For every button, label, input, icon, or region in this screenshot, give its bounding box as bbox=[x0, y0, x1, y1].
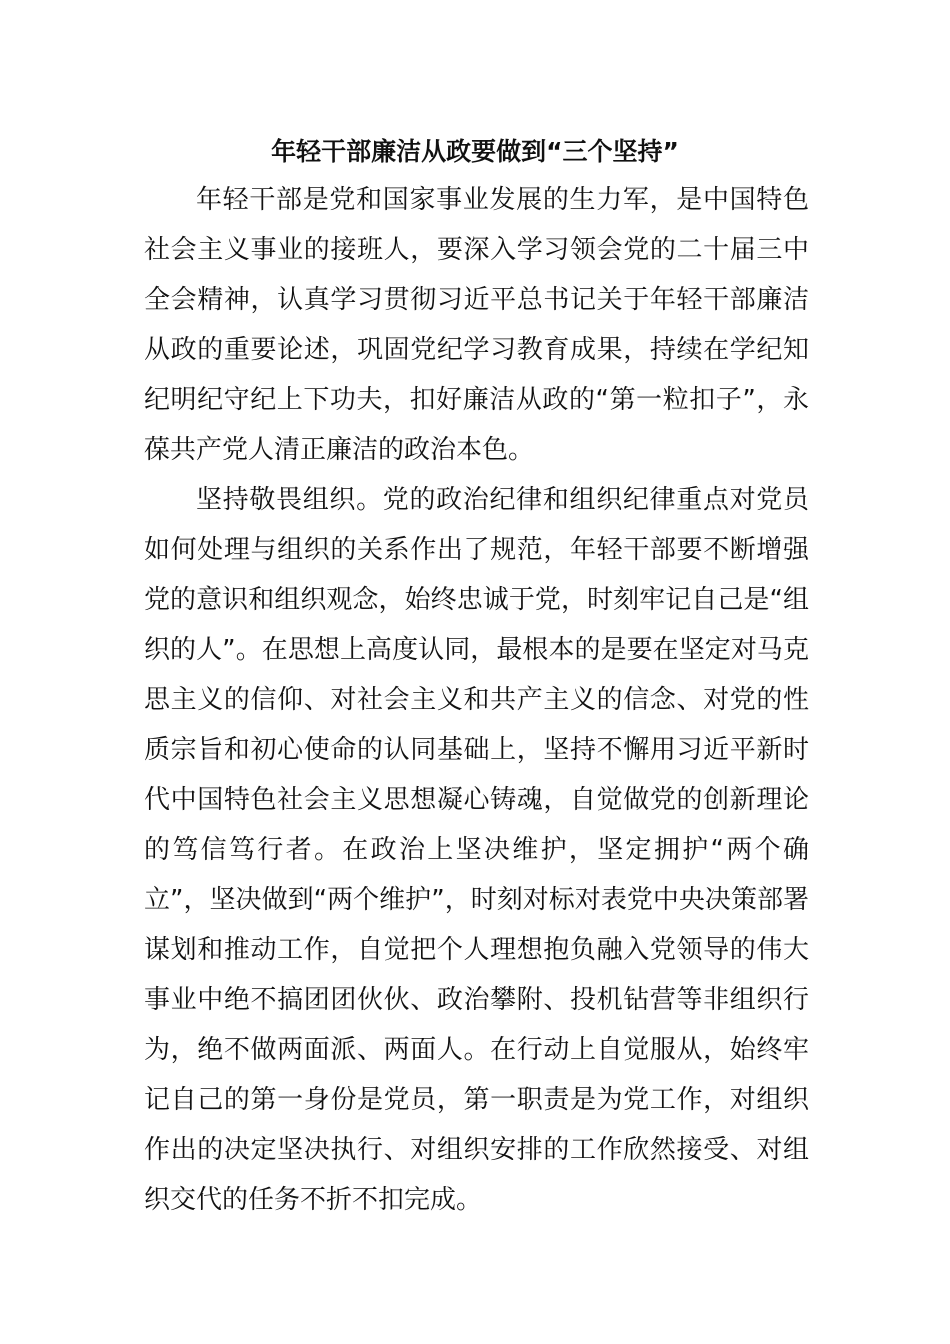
document-body bbox=[144, 175, 809, 1225]
document-title: 年轻干部廉洁从政要做到“三个坚持” bbox=[271, 137, 679, 166]
paragraph-respect-organization: 坚持敬畏组织。党的政治纪律和组织纪律重点对党员如何处理与组织的关系作出了规范，年轻干部要不断增强党的意识和组织观念，始终忠诚于党，时刻牢记自己是“组织的人”。在思想上高度认同，最根本的是要在坚定对马克思主义的信仰、对社会主义和共产主义的信念、对党的性质宗旨和初心使命的认同基础上，坚持不懈用习近平新时代中国特色社会主义思想凝心铸魂，自觉做党的创新理论的笃信笃行者。在政治上坚决维护，坚定拥护“两个确立”，坚决做到“两个维护”，时刻对标对表党中央决策部署谋划和推动工作，自觉把个人理想抱负融入党领导的伟大事业中绝不搞团团伙伙、政治攀附、投机钻营等非组织行为，绝不做两面派、两面人。在行动上自觉服从，始终牢记自己的第一身份是党员，第一职责是为党工作，对组织作出的决定坚决执行、对组织安排的工作欣然接受、对组织交代的任务不折不扣完成。 bbox=[144, 485, 809, 1215]
paragraph-intro: 年轻干部是党和国家事业发展的生力军，是中国特色社会主义事业的接班人，要深入学习领会党的二十届三中全会精神，认真学习贯彻习近平总书记关于年轻干部廉洁从政的重要论述，巩固党纪学习教育成果，持续在学纪知纪明纪守纪上下功夫，扣好廉洁从政的“第一粒扣子”，永葆共产党人清正廉洁的政治本色。 bbox=[144, 185, 809, 465]
